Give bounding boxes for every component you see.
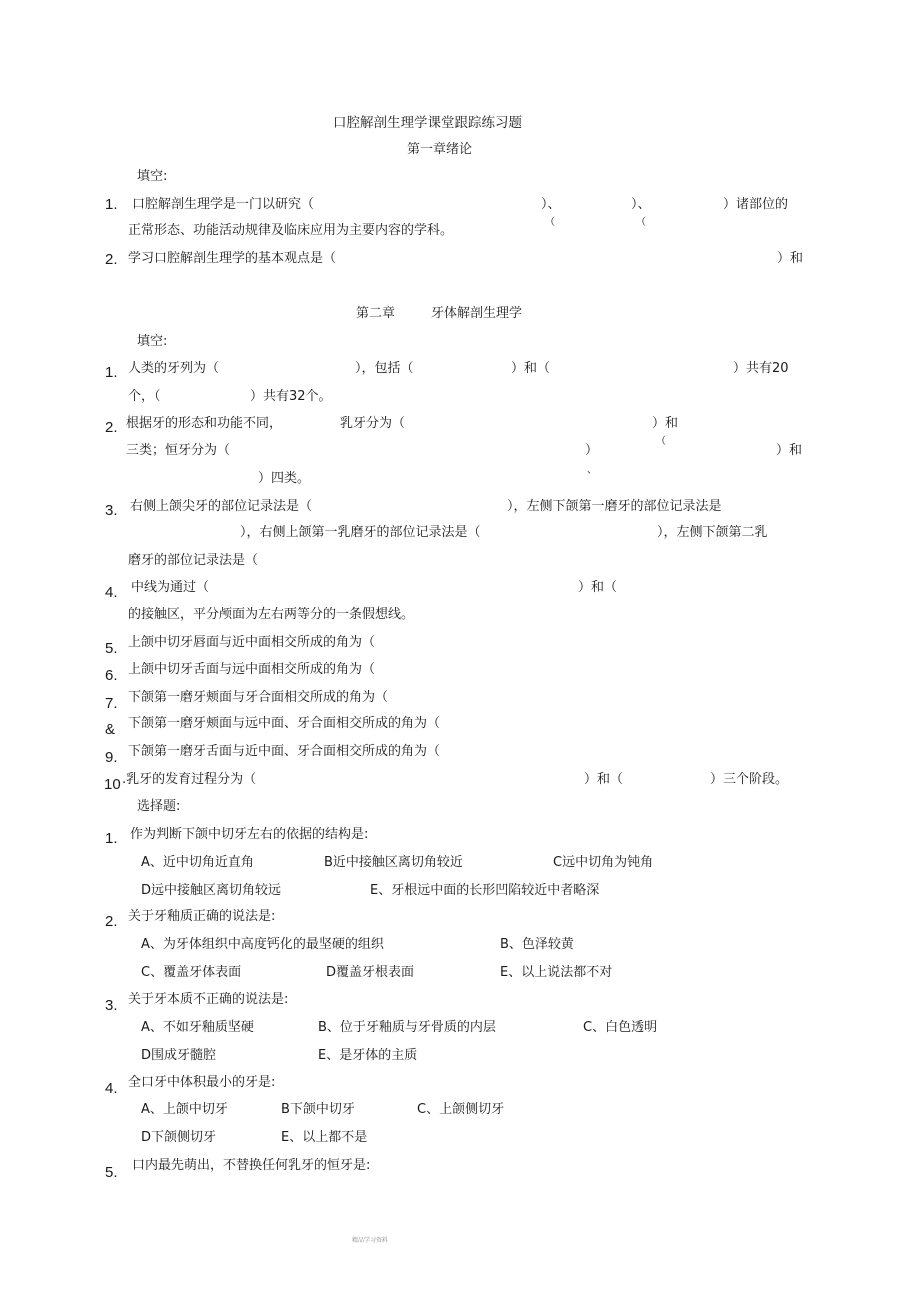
- question-text: 磨牙的部位记录法是（: [128, 553, 259, 568]
- question-number: 10: [104, 776, 121, 793]
- option-a: A、为牙体组织中高度钙化的最坚硬的组织: [141, 937, 384, 952]
- question-stem: 口内最先萌出，不替换任何乳牙的恒牙是:: [132, 1158, 371, 1173]
- blank-text: （: [636, 217, 646, 228]
- option-d: D下颌侧切牙: [141, 1130, 217, 1145]
- option-c: C、覆盖牙体表面: [141, 965, 242, 980]
- option-e: E、牙根远中面的长形凹陷较近中者略深: [370, 883, 600, 898]
- question-text: 个，（: [128, 389, 161, 404]
- option-a: A、近中切角近直角: [141, 855, 254, 870]
- question-text: .乳牙的发育过程分为（: [122, 772, 257, 787]
- option-d: D远中接触区离切角较远: [141, 883, 282, 898]
- chapter-2-heading: 牙体解剖生理学: [431, 306, 523, 321]
- question-stem: 关于牙本质不正确的说法是:: [128, 992, 289, 1007]
- blank-text: ）和: [652, 416, 679, 431]
- question-text: 学习口腔解剖生理学的基本观点是（: [128, 251, 337, 266]
- option-d: D覆盖牙根表面: [326, 965, 415, 980]
- question-text: 正常形态、功能活动规律及临床应用为主要内容的学科。: [128, 223, 454, 238]
- option-b: B下颌中切牙: [281, 1102, 355, 1117]
- blank-text: ）共有20: [733, 361, 789, 376]
- blank-text: ）: [585, 443, 599, 458]
- blank-text: ）四类。: [258, 471, 311, 486]
- question-text: 根据牙的形态和功能不同，: [126, 416, 283, 431]
- option-c: C、白色透明: [583, 1020, 658, 1035]
- blank-text: ）和（: [584, 772, 624, 787]
- question-stem: 关于牙釉质正确的说法是:: [128, 909, 276, 924]
- choice-label: 选择题:: [137, 799, 181, 814]
- document-title: 口腔解剖生理学课堂跟踪练习题: [333, 115, 522, 131]
- question-number: 3.: [105, 502, 118, 519]
- question-number: 1.: [105, 830, 118, 847]
- question-number: 2.: [105, 419, 118, 436]
- question-text: 下颌第一磨牙颊面与牙合面相交所成的角为（: [128, 690, 389, 705]
- question-stem: 作为判断下颌中切牙左右的依据的结构是:: [130, 827, 369, 842]
- question-number: 1.: [105, 364, 118, 381]
- blank-text: ），包括（: [355, 361, 414, 376]
- option-c: C远中切角为钝角: [553, 855, 654, 870]
- question-text: 中线为通过（: [131, 580, 210, 595]
- blank-text: ）、: [541, 197, 561, 212]
- fill-blank-label: 填空:: [137, 334, 168, 349]
- option-a: A、上颌中切牙: [141, 1102, 228, 1117]
- question-text: 上颌中切牙唇面与近中面相交所成的角为（: [128, 635, 376, 650]
- blank-text: 、: [587, 465, 597, 476]
- page-footer: 精品学习资料: [352, 1237, 389, 1244]
- question-text: 右侧上颌尖牙的部位记录法是（: [130, 499, 313, 514]
- chapter-1-heading: 第一章绪论: [407, 142, 473, 157]
- blank-text: ）、: [631, 197, 651, 212]
- option-e: E、以上都不是: [281, 1130, 368, 1145]
- blank-text: （: [656, 436, 666, 447]
- option-c: C、上颌侧切牙: [417, 1102, 505, 1117]
- fill-blank-label: 填空:: [137, 169, 168, 184]
- question-text: 的接触区，平分颅面为左右两等分的一条假想线。: [128, 607, 415, 622]
- question-number: 4.: [105, 1080, 118, 1097]
- question-number: 2.: [105, 251, 118, 268]
- blank-text: ）和（: [511, 361, 551, 376]
- question-text: 人类的牙列为（: [128, 361, 220, 376]
- question-stem: 全口牙中体积最小的牙是:: [128, 1075, 276, 1090]
- blank-text: ）共有32个。: [250, 389, 332, 404]
- question-number: 6.: [105, 667, 118, 684]
- question-text: 口腔解剖生理学是一门以研究（: [132, 197, 315, 212]
- question-text: 三类；恒牙分为（: [126, 443, 231, 458]
- blank-text: ）和: [777, 251, 804, 266]
- question-number: 5.: [105, 640, 118, 657]
- option-d: D围成牙髓腔: [141, 1048, 217, 1063]
- chapter-2-heading: 第二章: [356, 306, 396, 321]
- option-b: B近中接触区离切角较近: [324, 855, 463, 870]
- question-number: 1.: [105, 196, 118, 213]
- question-number: 3.: [105, 997, 118, 1014]
- question-text: ），左侧下颌第二乳: [657, 525, 768, 540]
- question-number: 9.: [105, 749, 118, 766]
- option-a: A、不如牙釉质坚硬: [141, 1020, 254, 1035]
- option-e: E、是牙体的主质: [318, 1048, 418, 1063]
- question-text: 上颌中切牙舌面与远中面相交所成的角为（: [128, 662, 376, 677]
- option-e: E、以上说法都不对: [500, 965, 613, 980]
- question-text: ），左侧下颌第一磨牙的部位记录法是: [507, 499, 722, 514]
- question-number: 5.: [105, 1164, 118, 1181]
- question-number: 2.: [105, 913, 118, 930]
- option-b: B、色泽较黄: [500, 937, 574, 952]
- question-number: 4.: [105, 584, 118, 601]
- question-text: 下颌第一磨牙颊面与远中面、牙合面相交所成的角为（: [128, 716, 441, 731]
- question-text: ），右侧上颌第一乳磨牙的部位记录法是（: [240, 525, 481, 540]
- option-b: B、位于牙釉质与牙骨质的内层: [318, 1020, 496, 1035]
- question-text: 下颌第一磨牙舌面与近中面、牙合面相交所成的角为（: [128, 744, 441, 759]
- blank-text: ）三个阶段。: [710, 772, 789, 787]
- blank-text: （: [545, 217, 555, 228]
- blank-text: ）和: [776, 443, 803, 458]
- question-number: &: [105, 721, 116, 738]
- blank-text: ）和（: [578, 580, 618, 595]
- question-number: 7.: [105, 695, 118, 712]
- question-text: 乳牙分为（: [340, 416, 406, 431]
- blank-text: ）诸部位的: [723, 197, 789, 212]
